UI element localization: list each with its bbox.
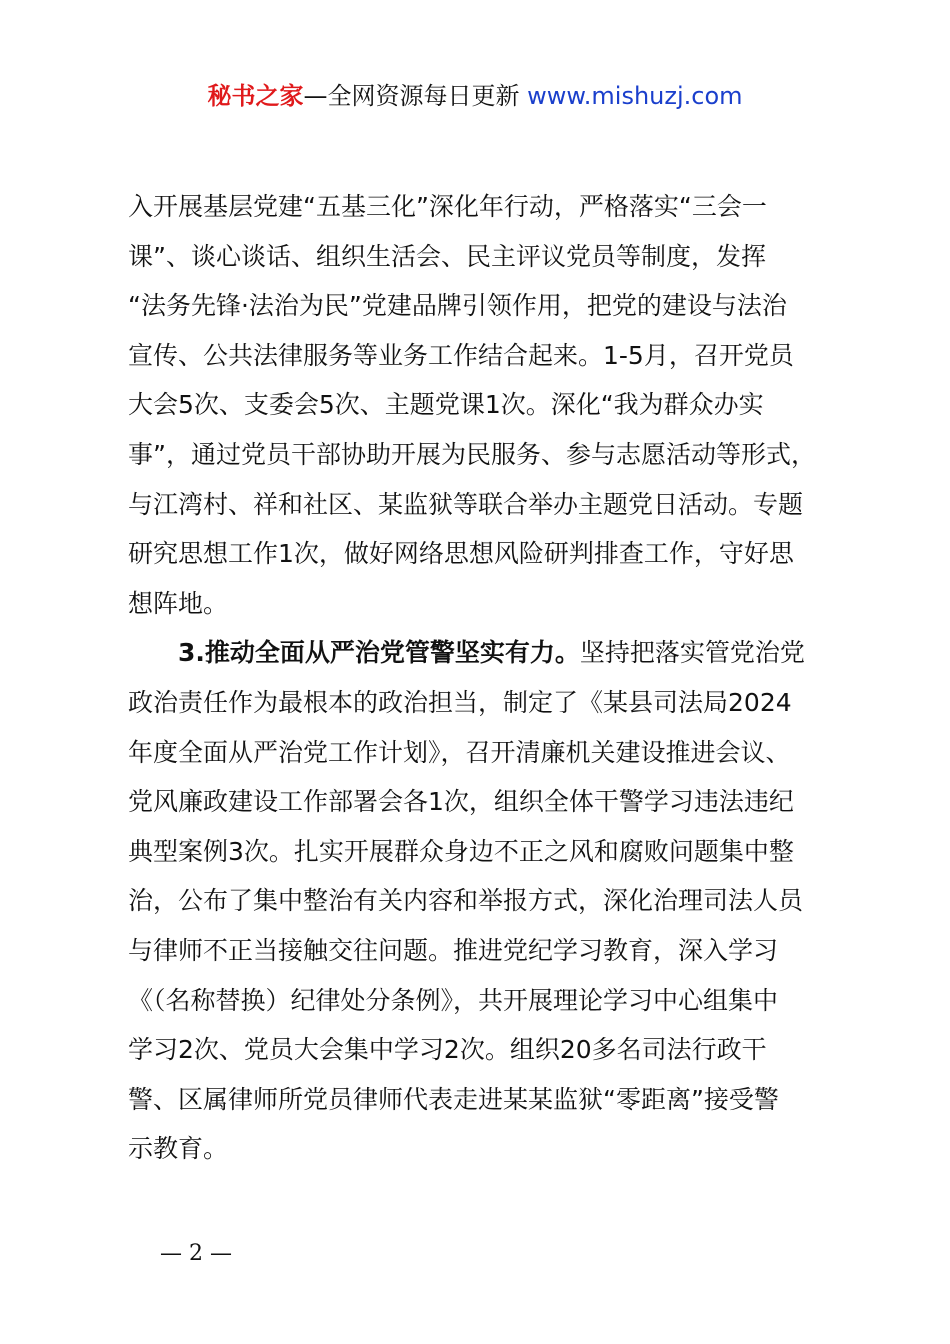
site-url[interactable]: www.mishuzj.com [527,82,743,110]
section-3-heading: 3.推动全面从严治党管警坚实有力。 [178,638,580,668]
body-line: 《（名称替换）纪律处分条例》，共开展理论学习中心组集中 [128,985,779,1015]
section-3-first-text: 坚持把落实管党治党 [579,638,805,668]
body-line: “法务先锋·法治为民”党建品牌引领作用，把党的建设与法治 [128,291,787,321]
body-line: 宣传、公共法律服务等业务工作结合起来。1-5月，召开党员 [128,340,794,370]
site-header [0,78,950,114]
body-line: 课”、谈心谈话、组织生活会、民主评议党员等制度，发挥 [128,241,766,271]
body-line: 学习2次、党员大会集中学习2次。组织20多名司法行政干 [128,1035,767,1065]
body-line: 党风廉政建设工作部署会各1次，组织全体干警学习违法违纪 [128,787,794,817]
body-line: 研究思想工作1次，做好网络思想风险研判排查工作，守好思 [128,539,794,569]
document-body [128,182,840,1174]
body-line: 与律师不正当接触交往问题。推进党纪学习教育，深入学习 [128,935,779,965]
body-line: 政治责任作为最根本的政治担当，制定了《某县司法局2024 [128,687,792,717]
body-line: 事”，通过党员干部协助开展为民服务、参与志愿活动等形式， [128,439,816,469]
brand-name: 秘书之家 [207,82,304,110]
body-line: 典型案例3次。扎实开展群众身边不正之风和腐败问题集中整 [128,836,794,866]
section-3-first-line [128,628,840,678]
body-line: 警、区属律师所党员律师代表走进某某监狱“零距离”接受警 [128,1084,779,1114]
body-line: 想阵地。 [128,588,229,618]
body-line: 入开展基层党建“五基三化”深化年行动，严格落实“三会一 [128,192,767,221]
body-line: 示教育。 [128,1134,229,1164]
body-line: 大会5次、支委会5次、主题党课1次。深化“我为群众办实 [128,390,764,420]
body-line: 年度全面从严治党工作计划》，召开清廉机关建设推进会议、 [128,737,791,767]
page-number: — 2 — [160,1241,232,1266]
header-tagline: —全网资源每日更新 [303,82,528,110]
body-line: 与江湾村、祥和社区、某监狱等联合举办主题党日活动。专题 [128,489,804,519]
body-line: 治，公布了集中整治有关内容和举报方式，深化治理司法人员 [128,886,804,916]
